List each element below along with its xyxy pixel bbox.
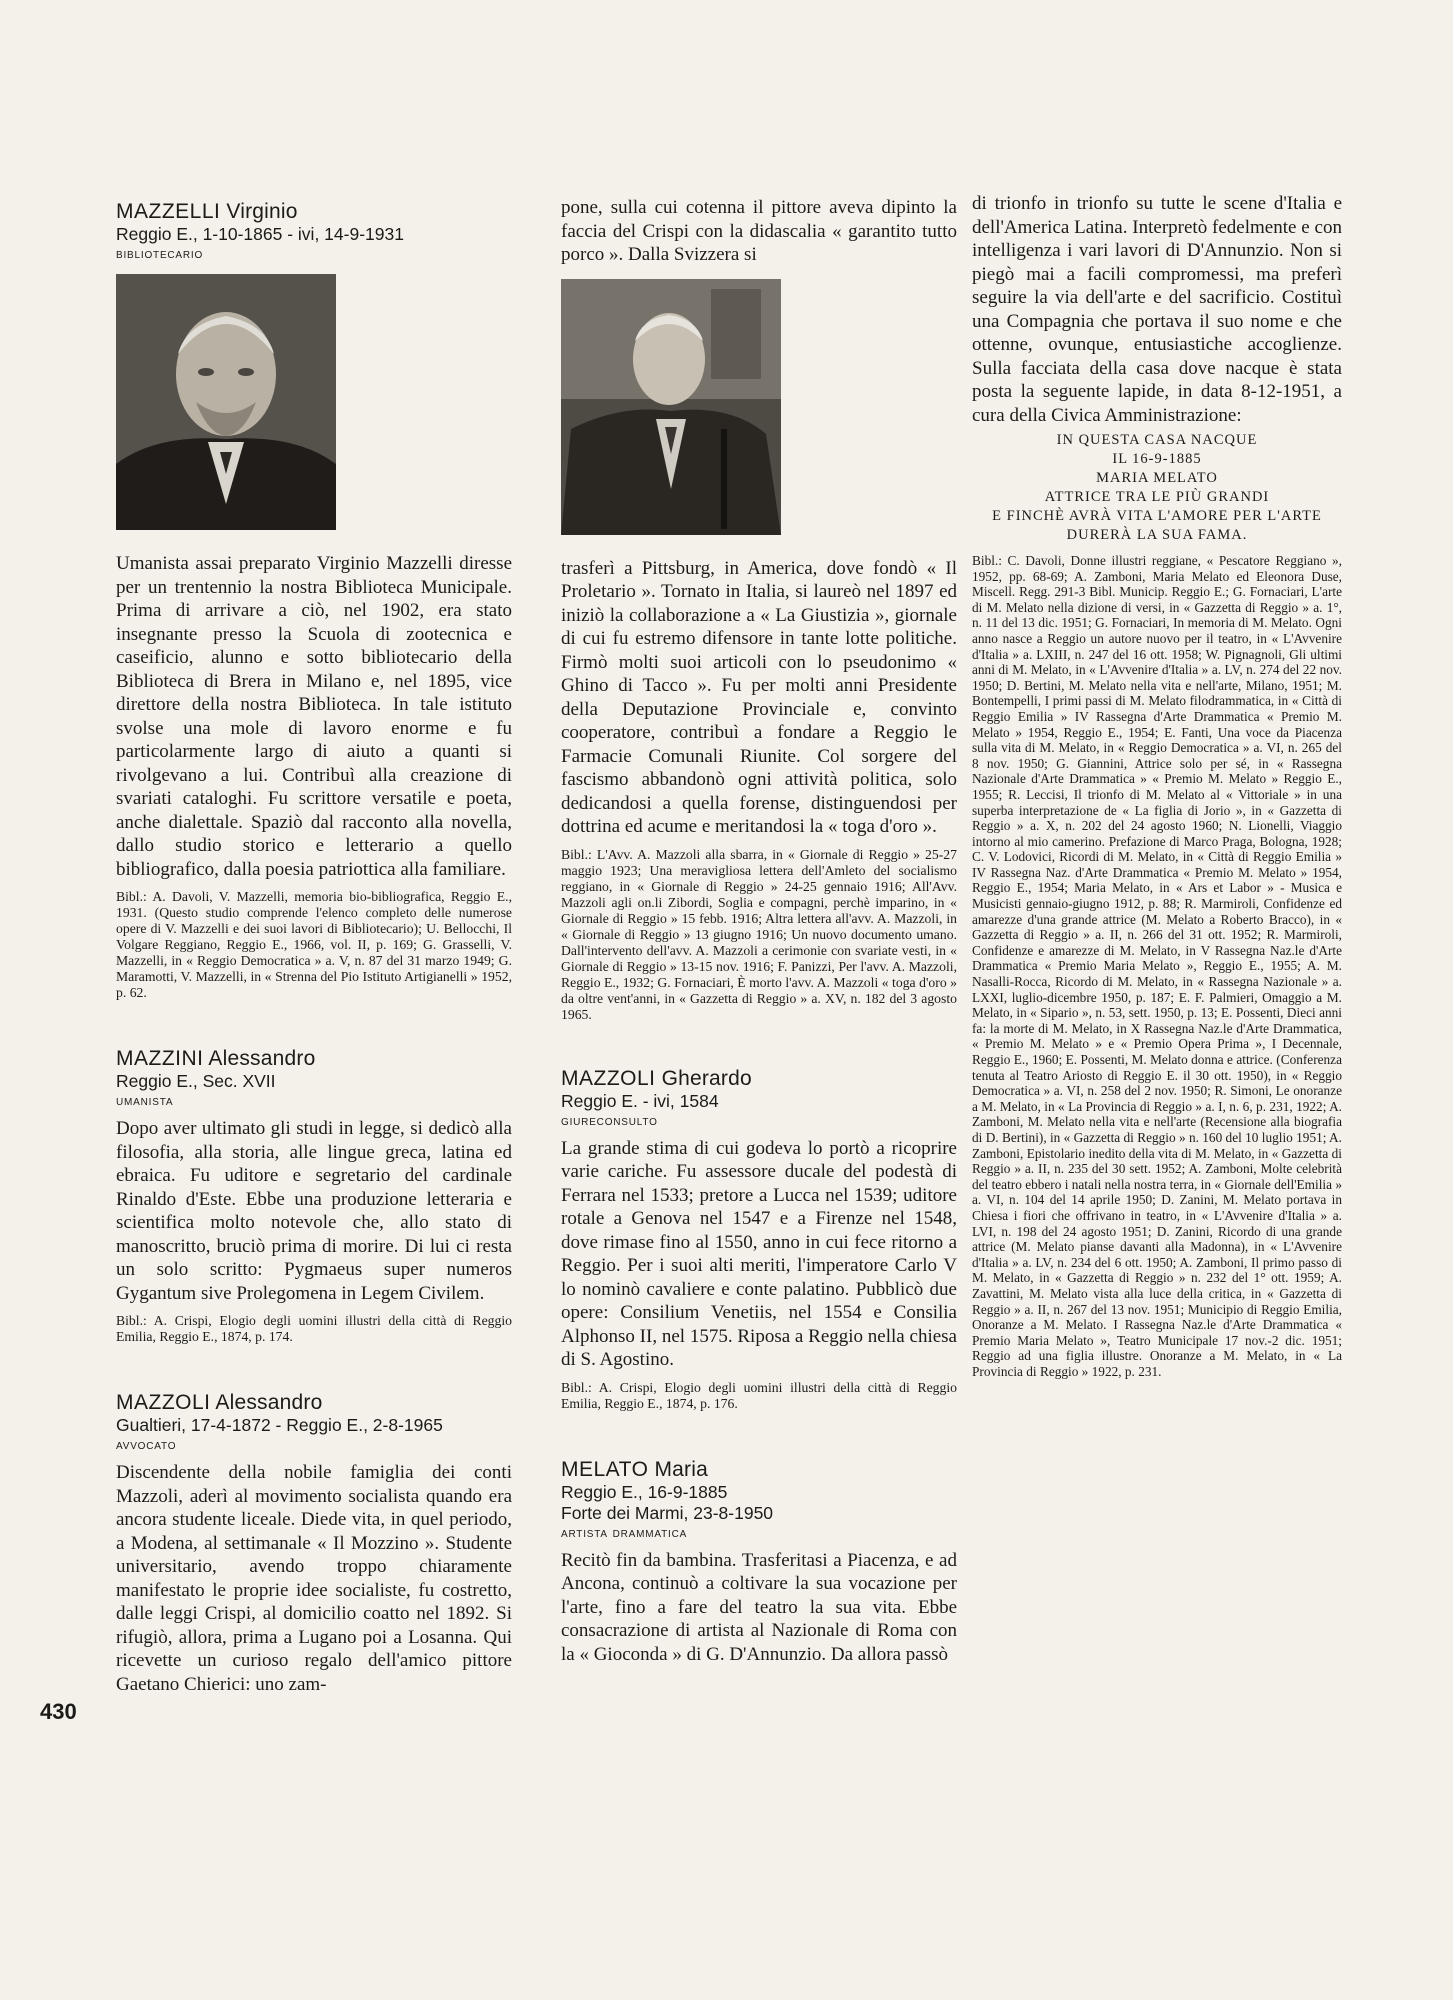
entry-firstname: Gherardo	[661, 1066, 752, 1090]
entry-surname: MELATO	[561, 1457, 649, 1481]
entry-role: umanista	[116, 1092, 174, 1108]
column-2	[561, 196, 957, 1712]
entry-surname: MAZZINI	[116, 1047, 204, 1070]
entry-firstname: Maria	[654, 1457, 708, 1481]
entry-heading	[561, 1067, 957, 1091]
entry-body: Umanista assai preparato Virginio Mazzelli diresse per un trentennio la nostra Biblioteca Municipale. Prima di arrivare a ciò, nel 1902, era stato insegnante presso la Scuola di zootecnica e caseificio, alunno e sotto bibliotecario della Biblioteca di Brera in Milano e, nel 1895, vice direttore della nostra Biblioteca. In tale istituto svolse una mole di lavoro enorme e fu particolarmente largo di aiuto a quanti si rivolgevano a lui. Contribuì alla creazione di svariati cataloghi. Fu scrittore versatile e poeta, anche dialettale. Spaziò dal racconto alla novella, dallo studio storico e letterario a quello bibliografico, dalla poesia patriottica alla familiare.	[116, 553, 512, 880]
entry-firstname: Virginio	[226, 200, 298, 223]
entry-surname: MAZZELLI	[116, 200, 221, 223]
entry-dates: Reggio E., Sec. XVII	[116, 1071, 276, 1091]
epitaph-line: IL 16-9-1885	[1112, 451, 1202, 467]
entry-body: Recitò fin da bambina. Trasferitasi a Piacenza, e ad Ancona, continuò a coltivare la sua vocazione per l'arte, fino a fare del teatro la sua vita. Ebbe consacrazione di artista al Nazionale di Roma con la « Gioconda » di G. D'Annunzio. Da allora passò	[561, 1549, 957, 1665]
entry-dates: Reggio E., 16-9-1885	[561, 1481, 728, 1502]
entry-firstname: Alessandro	[208, 1047, 316, 1070]
portrait-photo	[116, 274, 336, 530]
entry-role: artista drammatica	[561, 1523, 688, 1540]
entry-mazzelli	[116, 200, 512, 1001]
entry-role: bibliotecario	[116, 245, 204, 261]
entry-body: La grande stima di cui godeva lo portò a ricoprire varie cariche. Fu assessore ducale del podestà di Ferrara nel 1533; pretore a Lucca nel 1539; uditore rotale a Genova nel 1547 e a Firenze nel 1548, dove rimase fino al 1550, anno in cui fece ritorno a Reggio. Per i suoi alti meriti, l'imperatore Carlo V lo nominò cavaliere e conte palatino. Pubblicò due opere: Consilium Venetiis, nel 1554 e Consilia Alphonso II, nel 1575. Riposa a Reggio nella chiesa di S. Agostino.	[561, 1137, 957, 1370]
entry-body: Discendente della nobile famiglia dei conti Mazzoli, aderì al movimento socialista quando era ancora studente liceale. Diede vita, in quel periodo, a Modena, al settimanale « Il Mozzino ». Studente universitario, avendo troppo chiaramente manifestato le proprie idee socialiste, fu costretto, dalle leggi Crispi, al domicilio coatto nel 1892. Si rifugiò, allora, prima a Lugano poi a Losanna. Qui ricevette un curioso regalo dell'amico pittore Gaetano Chierici: uno zam-	[116, 1462, 512, 1695]
entry-role: giureconsulto	[561, 1111, 658, 1128]
entry-dates: Reggio E. - ivi, 1584	[561, 1090, 719, 1111]
entry-mazzini	[116, 1047, 512, 1345]
epitaph-line: IN QUESTA CASA NACQUE	[1056, 432, 1258, 448]
entry-body-continued: trasferì a Pittsburg, in America, dove fondò « Il Proletario ». Tornato in Italia, si laureò nel 1897 ed iniziò la collaborazione a « La Giustizia », giornale di cui fu estremo difensore in tante lotte politiche. Firmò molti suoi articoli con lo pseudonimo « Ghino di Tacco ». Fu per molti anni Presidente della Deputazione Provinciale e, convinto cooperatore, contribuì a fondare a Reggio le Farmacie Comunali Riunite. Col sorgere del fascismo abbandonò ogni attività politica, solo dedicandosi a quella forense, distinguendosi per dottrina ed acume e meritandosi la « toga d'oro ».	[561, 557, 957, 837]
entry-melato	[561, 1458, 957, 1667]
column-3	[972, 192, 1342, 1379]
entry-surname: MAZZOLI	[116, 1391, 211, 1414]
entry-heading	[116, 1047, 512, 1071]
epitaph-inscription	[972, 431, 1342, 545]
entry-body: Dopo aver ultimato gli studi in legge, si dedicò alla filosofia, alla storia, alle lingue greca, latina ed ebraica. Fu uditore e segretario del cardinale Rinaldo d'Este. Ebbe una produzione letteraria e scientifica molto notevole che, allo stato di manoscritto, bruciò prima di morire. Di lui ci resta un solo scritto: Pygmaeus super numeros Gygantum sive Prolegomena in Legem Civilem.	[116, 1118, 512, 1304]
epitaph-line: ATTRICE TRA LE PIÙ GRANDI	[1044, 489, 1270, 505]
entry-dates: Forte dei Marmi, 23-8-1950	[561, 1502, 774, 1523]
entry-heading	[116, 1391, 512, 1415]
entry-mazzoli-gherardo	[561, 1067, 957, 1412]
epitaph-line: E FINCHÈ AVRÀ VITA L'AMORE PER L'ARTE	[992, 508, 1322, 524]
entry-firstname: Alessandro	[215, 1391, 323, 1414]
entry-role: avvocato	[116, 1436, 177, 1452]
epitaph-line: MARIA MELATO	[1096, 470, 1218, 486]
entry-body-continued: pone, sulla cui cotenna il pittore aveva dipinto la faccia del Crispi con la didascalia « garantito tutto porco ». Dalla Svizzera si	[561, 197, 957, 265]
entry-body-continued: di trionfo in trionfo su tutte le scene d'Italia e dell'America Latina. Interpretò fedelmente e con intelligenza i vari lavori di D'Annunzio. Non si piegò mai a facili compromessi, ma preferì seguire la via dell'arte e del sacrificio. Costituì una Compagnia che portava il suo nome e che ottenne, ovunque, entusiastiche accoglienze. Sulla facciata della casa dove nacque è stata posta la seguente lapide, in data 8-12-1951, a cura della Civica Amministrazione:	[972, 193, 1342, 426]
entry-bibliography: Bibl.: A. Crispi, Elogio degli uomini illustri della città di Reggio Emilia, Reggio E., 1874, p. 174.	[116, 1313, 512, 1344]
entry-dates: Gualtieri, 17-4-1872 - Reggio E., 2-8-1965	[116, 1415, 443, 1435]
entry-bibliography: Bibl.: A. Davoli, V. Mazzelli, memoria bio-bibliografica, Reggio E., 1931. (Questo studio comprende l'elenco completo delle numerose opere di V. Mazzelli e dei suoi lavori di Bibliotecario); U. Bellocchi, Il Volgare Reggiano, Reggio E., 1966, vol. II, p. 169; G. Grasselli, V. Mazzelli, in « Reggio Democratica » a. V, n. 87 del 31 marzo 1949; G. Maramotti, V. Mazzelli, in « Strenna del Pio Istituto Artigianelli » 1952, p. 62.	[116, 889, 512, 1000]
entry-dates: Reggio E., 1-10-1865 - ivi, 14-9-1931	[116, 224, 404, 244]
entry-heading	[561, 1458, 957, 1482]
entry-bibliography: Bibl.: A. Crispi, Elogio degli uomini illustri della città di Reggio Emilia, Reggio E., 1874, p. 176.	[561, 1379, 957, 1411]
column-1	[116, 200, 512, 1742]
page-number: 430	[40, 1699, 77, 1724]
epitaph-line: DURERÀ LA SUA FAMA.	[1066, 527, 1248, 543]
entry-heading	[116, 200, 512, 224]
entry-bibliography: Bibl.: C. Davoli, Donne illustri reggiane, « Pescatore Reggiano », 1952, pp. 68-69; A. Zamboni, Maria Melato ed Eleonora Duse, Miscell. Regg. 291-3 Bibl. Municip. Reggio E.; G. Fornaciari, L'arte di M. Melato nella dizione di versi, in « Gazzetta di Reggio » a. 1°, n. 11 del 13 dic. 1951; G. Fornaciari, In memoria di M. Melato. Ogni anno nasce a Reggio un autore nuovo per il teatro, in « L'Avvenire d'Italia » a. LXIII, n. 247 del 16 ott. 1958; W. Pignagnoli, Gli ultimi anni di M. Melato, in « L'Avvenire d'Italia » a. LV, n. 274 del 22 nov. 1950; D. Bertini, M. Melato nella vita e nell'arte, Milano, 1951; M. Bontempelli, I primi passi di M. Melato filodrammatica, in « Città di Reggio Emilia » IV Rassegna d'Arte Drammatica « Premio M. Melato » 1954, Reggio E., 1954; E. Fanti, Una voce da Piacenza sulla vita di M. Melato, in « Reggio Democratica » a. VI, n. 265 del 8 nov. 1950; G. Giannini, Attrice solo per sé, in « Rassegna Nazionale d'Arte Drammatica » « Premio M. Melato » Reggio E., 1955; R. Leccisi, Il trionfo di M. Melato al « Vittoriale » in una superba interpretazione de « La figlia di Jorio », in « Gazzetta di Reggio » a. X, n. 202 del 24 agosto 1960; N. Lionelli, Viaggio intorno al mio camerino. Prefazione di Marco Praga, Bologna, 1928; C. V. Lodovici, Ricordi di M. Melato, in « Città di Reggio Emilia » IV Rassegna Naz. d'Arte Drammatica « Premio M. Melato » 1954, Reggio E., 1954; Maria Melato, in « Ars et Labor » - Musica e Musicisti gennaio-giugno 1912, p. 88; R. Marmiroli, Confidenze ed amarezze d'una grande attrice (M. Melato a Roberto Bracco), in « Gazzetta di Reggio » a. II, n. 266 del 31 ott. 1952; R. Marmiroli, Confidenze e amarezze di M. Melato, in V Rassegna Naz.le d'Arte Drammatica « Premio Maria Melato », Reggio E., 1955; A. M. Nasalli-Rocca, Ricordo di M. Melato, in « Rassegna Nazionale » a. LXXI, luglio-dicembre 1950, p. 187; E. F. Palmieri, Omaggio a M. Melato, in « Sipario », n. 53, sett. 1950, p. 13; E. Possenti, Dieci anni fa: la morte di M. Melato, in X Rassegna Naz.le d'Arte Drammatica, « Premio M. Melato » e « Premio Opera Prima », I Decennale, Reggio E., 1960; E. Possenti, M. Melato donna e attrice. (Conferenza tenuta al Teatro Ariosto di Reggio E. il 30 ott. 1950), in « Reggio Democratica » a. VI, n. 258 del 2 nov. 1950; R. Simoni, Le onoranze a M. Melato, in « La Provincia di Reggio » a. I, n. 6, p. 231, 1922; A. Zamboni, M. Melato nella vita e nell'arte (Recensione alla biografia di D. Bertini), in « Gazzetta di Reggio » n. 160 del 10 luglio 1951; A. Zamboni, Epistolario inedito della vita di M. Melato, in « Gazzetta di Reggio » a. II, n. 235 del 30 sett. 1952; A. Zamboni, Molte celebrità del teatro ebbero i natali nella nostra terra, in « Giornale dell'Emilia » a. VI, n. 104 del 14 aprile 1950; D. Zanini, M. Melato portava in Chiesa i fiori che offrivano in teatro, in « L'Avvenire d'Italia » a. LVI, n. 198 del 24 agosto 1951; D. Zanini, Ricordo di una grande attrice (M. Melato pianse davanti alla Madonna), in « L'Avvenire d'Italia » a. LV, n. 234 del 6 ott. 1950; A. Zamboni, Il primo passo di M. Melato, in « Gazzetta di Reggio » n. 232 del 1° ott. 1959; A. Zavattini, M. Melato vista alla luce della critica, in « Gazzetta di Reggio » a. II, n. 267 del 13 nov. 1951; Municipio di Reggio Emilia, Onoranze a M. Melato. I Rassegna Naz.le d'Arte Drammatica « Premio Maria Melato », Teatro Municipale 17 nov.-2 dic. 1951; Reggio ad una figlia illustre. Onoranze a M. Melato, in « La Provincia di Reggio » 1922, p. 231.	[972, 553, 1342, 1379]
entry-surname: MAZZOLI	[561, 1066, 656, 1090]
entry-mazzoli-alessandro	[116, 1391, 512, 1696]
portrait-photo	[561, 279, 781, 535]
entry-bibliography: Bibl.: L'Avv. A. Mazzoli alla sbarra, in « Giornale di Reggio » 25-27 maggio 1923; Una meravigliosa lettera dell'Amleto del socialismo reggiano, in « Giornale di Reggio » 24-25 gennaio 1916; All'Avv. Mazzoli agli on.li Zibordi, Soglia e compagni, perchè imparino, in « Giornale di Reggio » 15 febb. 1916; Altra lettera all'avv. A. Mazzoli, in « Giornale di Reggio » 13 giugno 1916; Un nuovo documento umano. Dall'intervento dell'avv. A. Mazzoli a cerimonie con svariate vesti, in « Giornale di Reggio » 13-15 nov. 1916; F. Panizzi, Per l'avv. A. Mazzoli, Reggio E., 1932; G. Fornaciari, È morto l'avv. A. Mazzoli « toga d'oro » da oltre vent'anni, in « Gazzetta di Reggio » a. XV, n. 182 del 3 agosto 1965.	[561, 846, 957, 1022]
